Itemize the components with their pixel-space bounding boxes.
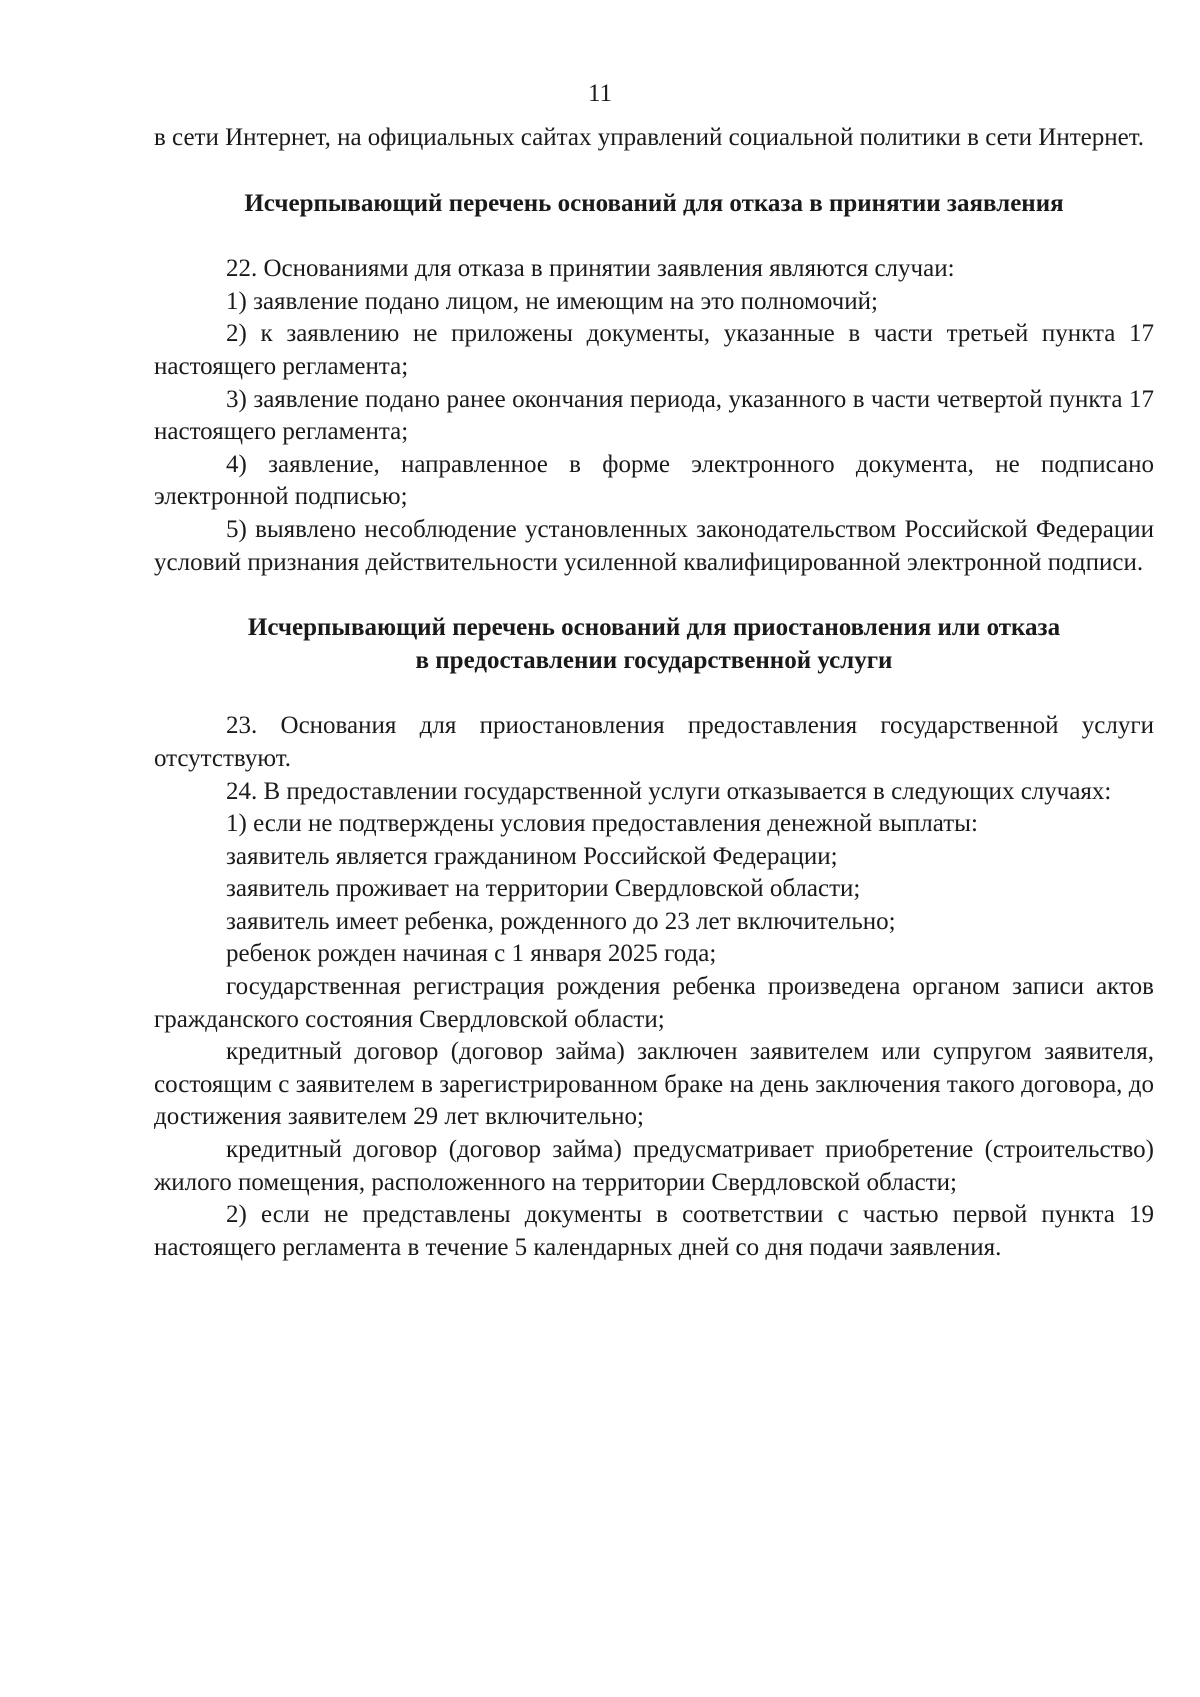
list-item: 5) выявлено несоблюдение установленных законодательством Российской Федерации условий признания действительности усиленной квалифицированной электронной подписи. [154,515,1154,576]
document-body [154,122,1154,1264]
list-item: 2) к заявлению не приложены документы, указанные в части третьей пункта 17 настоящего регламента; [154,320,1154,380]
list-item: 1) заявление подано лицом, не имеющим на это полномочий; [226,287,878,315]
list-item: 2) если не представлены документы в соответствии с частью первой пункта 19 настоящего регламента в течение 5 календарных дней со дня подачи заявления. [154,1201,1154,1261]
section-heading-line: Исчерпывающий перечень оснований для приостановления или отказа [247,614,1061,642]
list-item: ребенок рожден начиная с 1 января 2025 года; [226,940,717,968]
section-heading-refusal-acceptance: Исчерпывающий перечень оснований для отказа в принятии заявления [244,189,1064,217]
section-suspension-refusal-list [154,710,1154,1264]
page-number: 11 [587,80,613,107]
list-item: кредитный договор (договор займа) заключен заявителем или супругом заявителя, состоящим с заявителем в зарегистрированном браке на день заключения такого договора, до достижения заявителем 29 лет включительно; [154,1038,1154,1131]
section-heading-suspension-refusal [154,612,1154,677]
list-item: 4) заявление, направленное в форме электронного документа, не подписано электронной подписью; [154,450,1154,511]
list-item: 3) заявление подано ранее окончания периода, указанного в части четвертой пункта 17 настоящего регламента; [154,385,1154,446]
paragraph-24: 24. В предоставлении государственной услуги отказывается в следующих случаях: [226,777,1112,805]
intro-continuation: в сети Интернет, на официальных сайтах управлений социальной политики в сети Интернет. [154,124,1144,151]
list-item: 1) если не подтверждены условия предоставления денежной выплаты: [226,810,978,838]
list-item: государственная регистрация рождения ребенка произведена органом записи актов гражданского состояния Свердловской области; [154,973,1154,1033]
section-heading-line: в предоставлении государственной услуги [415,646,893,674]
list-item: заявитель имеет ребенка, рожденного до 23 лет включительно; [226,907,896,935]
paragraph-22: 22. Основаниями для отказа в принятии заявления являются случаи: [226,255,955,283]
list-item: заявитель проживает на территории Свердловской области; [226,875,861,903]
list-item: кредитный договор (договор займа) предусматривает приобретение (строительство) жилого помещения, расположенного на территории Свердловской области; [154,1136,1154,1196]
list-item: заявитель является гражданином Российской Федерации; [226,842,838,870]
paragraph-23: 23. Основания для приостановления предоставления государственной услуги отсутствуют. [154,712,1154,772]
section-refusal-acceptance-list [154,253,1154,579]
